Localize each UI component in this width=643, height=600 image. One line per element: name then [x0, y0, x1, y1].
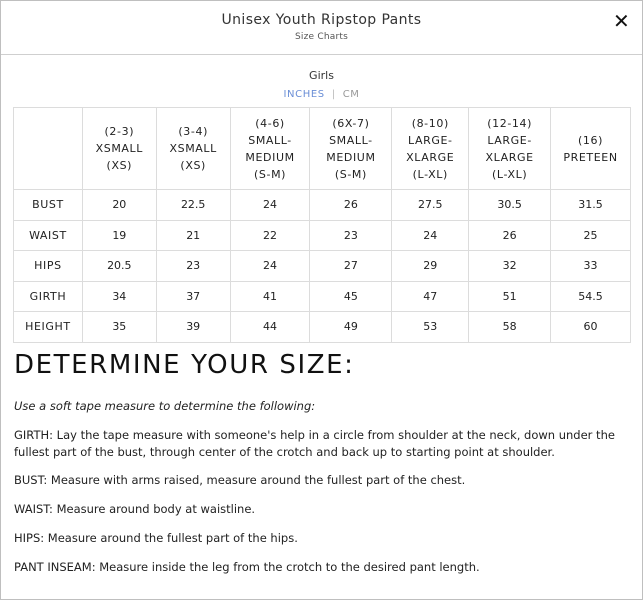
table-cell: 27: [310, 251, 392, 282]
waist-instruction: WAIST: Measure around body at waistline.: [14, 502, 256, 516]
table-cell: 27.5: [392, 190, 469, 221]
table-cell: 37: [156, 281, 230, 312]
table-cell: 31.5: [551, 190, 631, 221]
table-cell: 22.5: [156, 190, 230, 221]
row-label: HEIGHT: [14, 312, 83, 343]
table-cell: 25: [551, 220, 631, 251]
table-cell: 26: [310, 190, 392, 221]
table-cell: 47: [392, 281, 469, 312]
column-header: (4-6) SMALL- MEDIUM (S-M): [230, 108, 310, 190]
table-cell: 54.5: [551, 281, 631, 312]
table-row: [14, 251, 631, 282]
table-cell: 51: [469, 281, 551, 312]
column-header: (12-14) LARGE- XLARGE (L-XL): [469, 108, 551, 190]
modal-subtitle: Size Charts: [295, 32, 348, 42]
column-header: (16) PRETEEN: [551, 108, 631, 190]
row-label: WAIST: [14, 220, 83, 251]
determine-size-heading: DETERMINE YOUR SIZE:: [14, 350, 355, 380]
table-cell: 24: [230, 251, 310, 282]
measure-instructions: Use a soft tape measure to determine the following:: [14, 399, 316, 413]
table-cell: 45: [310, 281, 392, 312]
table-cell: 19: [82, 220, 156, 251]
table-row: [14, 312, 631, 343]
modal-title: Unisex Youth Ripstop Pants: [221, 12, 422, 28]
table-corner-cell: [14, 108, 83, 190]
table-cell: 53: [392, 312, 469, 343]
table-row: [14, 190, 631, 221]
table-cell: 29: [392, 251, 469, 282]
table-cell: 32: [469, 251, 551, 282]
table-cell: 44: [230, 312, 310, 343]
table-row: [14, 281, 631, 312]
table-cell: 60: [551, 312, 631, 343]
modal-header: [1, 1, 642, 55]
table-row: [14, 220, 631, 251]
table-cell: 20: [82, 190, 156, 221]
close-icon[interactable]: ✕: [613, 9, 630, 33]
girth-instruction: GIRTH: Lay the tape measure with someone's help in a circle from shoulder at the neck, down under the fullest part of the bust, through center of the crotch and back up to starting point at shoulder.: [14, 428, 615, 459]
table-header-row: [14, 108, 631, 190]
size-table: [13, 107, 631, 343]
table-cell: 39: [156, 312, 230, 343]
table-cell: 23: [156, 251, 230, 282]
table-cell: 24: [230, 190, 310, 221]
table-cell: 24: [392, 220, 469, 251]
table-cell: 49: [310, 312, 392, 343]
inseam-instruction: PANT INSEAM: Measure inside the leg from the crotch to the desired pant length.: [14, 560, 480, 574]
table-cell: 20.5: [82, 251, 156, 282]
table-cell: 58: [469, 312, 551, 343]
column-header: (6X-7) SMALL- MEDIUM (S-M): [310, 108, 392, 190]
table-cell: 41: [230, 281, 310, 312]
unit-inches-button[interactable]: INCHES: [283, 89, 325, 100]
column-header: (2-3) XSMALL (XS): [82, 108, 156, 190]
table-cell: 34: [82, 281, 156, 312]
table-cell: 23: [310, 220, 392, 251]
table-cell: 30.5: [469, 190, 551, 221]
unit-separator: |: [331, 89, 336, 100]
table-cell: 33: [551, 251, 631, 282]
table-cell: 35: [82, 312, 156, 343]
row-label: BUST: [14, 190, 83, 221]
column-header: (3-4) XSMALL (XS): [156, 108, 230, 190]
table-cell: 21: [156, 220, 230, 251]
table-cell: 26: [469, 220, 551, 251]
unit-cm-button[interactable]: CM: [342, 89, 360, 100]
table-cell: 22: [230, 220, 310, 251]
row-label: GIRTH: [14, 281, 83, 312]
column-header: (8-10) LARGE- XLARGE (L-XL): [392, 108, 469, 190]
section-label: Girls: [309, 69, 334, 82]
unit-toggle: [1, 89, 642, 100]
row-label: HIPS: [14, 251, 83, 282]
hips-instruction: HIPS: Measure around the fullest part of the hips.: [14, 531, 298, 545]
bust-instruction: BUST: Measure with arms raised, measure around the fullest part of the chest.: [14, 473, 466, 487]
